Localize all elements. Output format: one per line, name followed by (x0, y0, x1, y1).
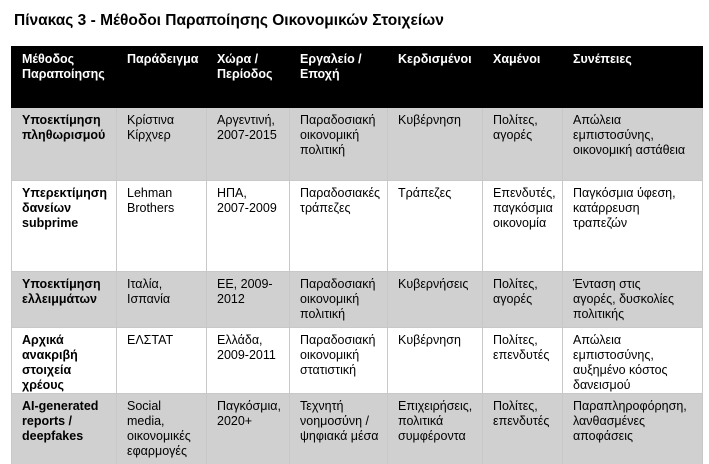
table-cell-country-period: ΕΕ, 2009- 2012 (207, 272, 290, 328)
table-cell-tool-era: Παραδοσιακές τράπεζες (290, 181, 388, 272)
table-cell-example: Κρίστινα Κίρχνερ (117, 108, 207, 181)
table-cell-losers: Πολίτες, αγορές (483, 272, 563, 328)
table-row (12, 328, 703, 394)
table-cell-losers: Πολίτες, επενδυτές (483, 328, 563, 394)
table-cell-country-period: Ελλάδα, 2009-2011 (207, 328, 290, 394)
column-header-country-period: Χώρα / Περίοδος (207, 47, 290, 108)
table-cell-consequences: Απώλεια εμπιστοσύνης, οικονομική αστάθεια (563, 108, 703, 181)
table-cell-winners: Επιχειρήσεις, πολιτικά συμφέροντα (388, 394, 483, 464)
table-cell-consequences: Ένταση στις αγορές, δυσκολίες πολιτικής (563, 272, 703, 328)
column-header-consequences: Συνέπειες (563, 47, 703, 108)
column-header-losers: Χαμένοι (483, 47, 563, 108)
table-cell-method: Υποεκτίμηση πληθωρισμού (12, 108, 117, 181)
column-header-example: Παράδειγμα (117, 47, 207, 108)
table-cell-consequences: Απώλεια εμπιστοσύνης, αυξημένο κόστος δανεισμού (563, 328, 703, 394)
table-cell-method: Υπερεκτίμηση δανείων subprime (12, 181, 117, 272)
table-cell-country-period: Αργεντινή, 2007-2015 (207, 108, 290, 181)
table-cell-losers: Πολίτες, επενδυτές (483, 394, 563, 464)
table-cell-losers: Επενδυτές, παγκόσμια οικονομία (483, 181, 563, 272)
table-cell-losers: Πολίτες, αγορές (483, 108, 563, 181)
table-cell-method: AI-generated reports / deepfakes (12, 394, 117, 464)
table-cell-tool-era: Παραδοσιακή οικονομική στατιστική (290, 328, 388, 394)
table-cell-tool-era: Παραδοσιακή οικονομική πολιτική (290, 272, 388, 328)
table-row (12, 272, 703, 328)
table-row (12, 108, 703, 181)
table-cell-tool-era: Παραδοσιακή οικονομική πολιτική (290, 108, 388, 181)
page-title: Πίνακας 3 - Μέθοδοι Παραποίησης Οικονομικών Στοιχείων (14, 12, 444, 29)
table-row (12, 181, 703, 272)
table-cell-winners: Κυβέρνηση (388, 328, 483, 394)
table-cell-consequences: Παγκόσμια ύφεση, κατάρρευση τραπεζών (563, 181, 703, 272)
table-cell-tool-era: Τεχνητή νοημοσύνη / ψηφιακά μέσα (290, 394, 388, 464)
table-cell-example: Social media, οικονομικές εφαρμογές (117, 394, 207, 464)
table-cell-consequences: Παραπληροφόρηση, λανθασμένες αποφάσεις (563, 394, 703, 464)
table-cell-winners: Κυβέρνηση (388, 108, 483, 181)
table-cell-winners: Κυβερνήσεις (388, 272, 483, 328)
table-cell-example: Lehman Brothers (117, 181, 207, 272)
column-header-tool-era: Εργαλείο / Εποχή (290, 47, 388, 108)
column-header-method: Μέθοδος Παραποίησης (12, 47, 117, 108)
column-header-winners: Κερδισμένοι (388, 47, 483, 108)
table-cell-winners: Τράπεζες (388, 181, 483, 272)
table-row (12, 394, 703, 464)
table-cell-example: Ιταλία, Ισπανία (117, 272, 207, 328)
table-cell-country-period: Παγκόσμια, 2020+ (207, 394, 290, 464)
table-cell-country-period: ΗΠΑ, 2007-2009 (207, 181, 290, 272)
table-cell-method: Υποεκτίμηση ελλειμμάτων (12, 272, 117, 328)
methods-table (11, 46, 703, 464)
table-header-row (12, 47, 703, 108)
table-cell-method: Αρχικά ανακριβή στοιχεία χρέους (12, 328, 117, 394)
table-cell-example: ΕΛΣΤΑΤ (117, 328, 207, 394)
